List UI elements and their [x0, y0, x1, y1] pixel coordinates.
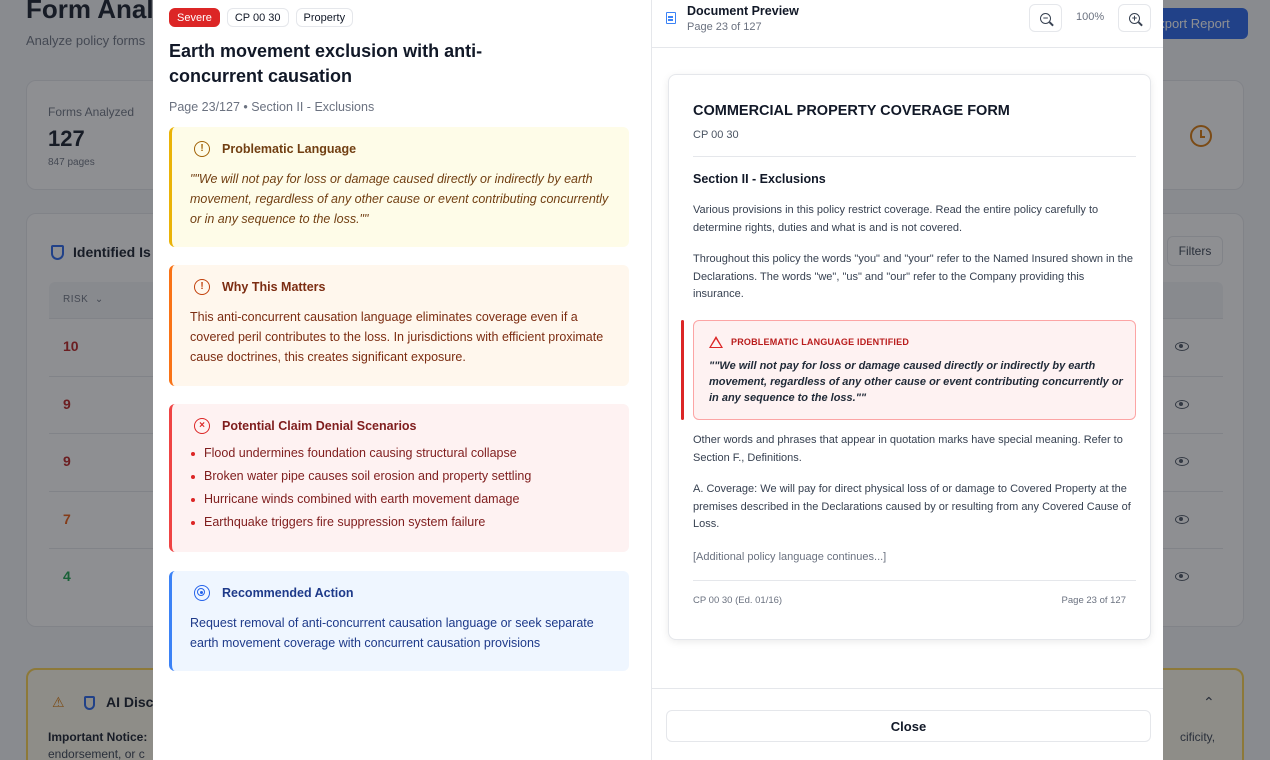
document-paragraph: Other words and phrases that appear in quotation marks have special meaning. Refer to Section F., Definitions.: [693, 434, 1123, 464]
document-title: COMMERCIAL PROPERTY COVERAGE FORM: [693, 103, 1010, 119]
badge-row: [169, 8, 353, 27]
form-code-badge: CP 00 30: [227, 8, 289, 27]
document-section-heading: Section II - Exclusions: [693, 172, 826, 186]
document-paragraph: Throughout this policy the words "you" and "your" refer to the Named Insured shown in the Declarations. The words "we", "us" and "our" refer to the Company providing this insurance.: [693, 253, 1133, 300]
severity-badge: Severe: [169, 8, 220, 27]
problematic-quote: ""We will not pay for loss or damage caused directly or indirectly by earth movement, regardless of any other cause or event contributing concurrently or in any sequence to the loss."": [190, 172, 609, 226]
zoom-in-button[interactable]: [1118, 4, 1151, 32]
issue-title: Earth movement exclusion with anti-concurrent causation: [169, 41, 483, 86]
continuation-note: [Additional policy language continues...]: [693, 551, 887, 563]
highlight-bar: [681, 320, 684, 420]
preview-page-label: Page 23 of 127: [687, 21, 762, 33]
list-item: Earthquake triggers fire suppression system failure: [190, 511, 615, 534]
divider: [693, 156, 1136, 157]
recommended-action-section: [169, 571, 629, 671]
divider: [693, 580, 1136, 581]
zoom-out-button[interactable]: [1029, 4, 1062, 32]
flagged-language-box: [693, 320, 1136, 420]
issue-detail-pane: [153, 0, 652, 760]
alert-circle-icon: !: [194, 279, 210, 295]
zoom-level: 100%: [1076, 11, 1105, 23]
why-text: This anti-concurrent causation language eliminates coverage even if a covered peril contributes to the loss. In jurisdictions with efficient proximate cause doctrines, this creates significant exposure.: [190, 310, 604, 364]
list-item: Flood undermines foundation causing structural collapse: [190, 442, 615, 465]
list-item: Broken water pipe causes soil erosion and property settling: [190, 465, 615, 488]
section-title: Potential Claim Denial Scenarios: [222, 419, 417, 433]
claim-denial-section: [169, 404, 629, 552]
document-preview-pane: [652, 0, 1163, 760]
x-circle-icon: ×: [194, 418, 210, 434]
preview-title: Document Preview: [687, 4, 799, 18]
preview-header: [652, 0, 1163, 48]
flagged-quote: ""We will not pay for loss or damage caused directly or indirectly by earth movement, regardless of any other cause or event contributing concurrently or in any sequence to the loss."": [709, 360, 1123, 404]
document-icon: [666, 12, 676, 24]
document-footer-code: CP 00 30 (Ed. 01/16): [693, 595, 783, 606]
document-code: CP 00 30: [693, 129, 739, 141]
document-paragraph: A. Coverage: We will pay for direct physical loss of or damage to Covered Property at the premises described in the Declarations caused by or resulting from any Covered Cause of Loss.: [693, 483, 1131, 530]
zoom-out-icon: −: [1040, 13, 1051, 24]
why-this-matters-section: [169, 265, 629, 386]
problematic-language-section: [169, 127, 629, 247]
issue-detail-modal: [153, 0, 1163, 760]
document-footer-page: Page 23 of 127: [1061, 595, 1126, 606]
warning-icon: [709, 336, 723, 348]
zoom-in-icon: +: [1129, 13, 1140, 24]
flag-label: PROBLEMATIC LANGUAGE IDENTIFIED: [731, 337, 910, 347]
category-badge: Property: [296, 8, 354, 27]
target-icon: [194, 585, 210, 601]
issue-location: Page 23/127 • Section II - Exclusions: [169, 100, 375, 114]
action-text: Request removal of anti-concurrent causation language or seek separate earth movement coverage with concurrent causation provisions: [190, 616, 594, 650]
section-title: Why This Matters: [222, 280, 326, 294]
alert-circle-icon: !: [194, 141, 210, 157]
section-title: Recommended Action: [222, 586, 354, 600]
preview-footer: [652, 688, 1163, 760]
close-button[interactable]: Close: [666, 710, 1151, 742]
scenario-list: [190, 442, 615, 534]
document-page: [668, 74, 1151, 640]
list-item: Hurricane winds combined with earth movement damage: [190, 488, 615, 511]
section-title: Problematic Language: [222, 142, 357, 156]
document-paragraph: Various provisions in this policy restrict coverage. Read the entire policy carefully to determine rights, duties and what is and is not covered.: [693, 204, 1099, 234]
